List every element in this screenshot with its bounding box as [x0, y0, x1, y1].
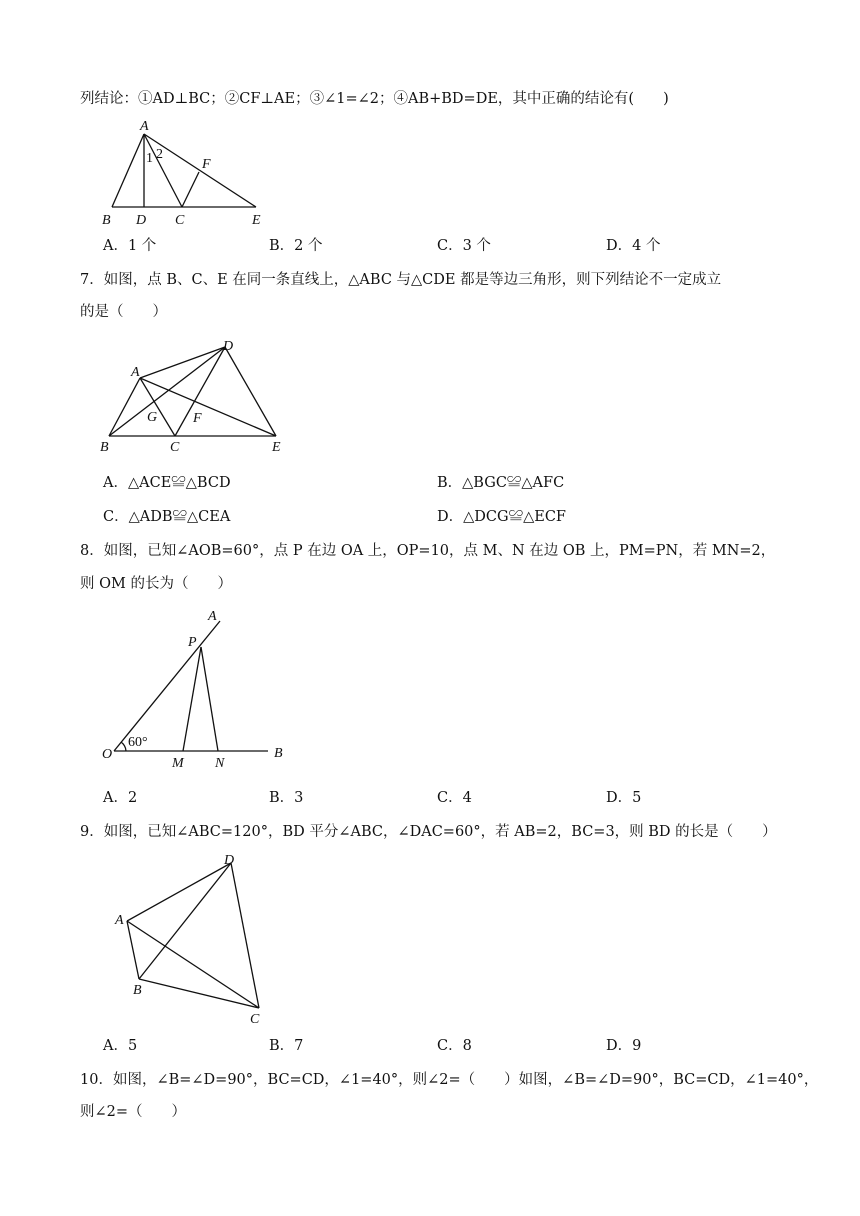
q7-figure [95, 333, 295, 458]
q7-label-a: A [131, 365, 140, 380]
q6-label-a: A [140, 119, 149, 134]
q8-label-o: O [102, 747, 113, 762]
q8-label-p: P [188, 635, 197, 650]
q9-label-b: B [133, 983, 142, 998]
q8-line-pn [201, 647, 218, 751]
q8-option-c[interactable]: C．4 [437, 790, 472, 806]
q6-figure [95, 112, 280, 230]
q9-option-b[interactable]: B．7 [269, 1038, 304, 1054]
q9-stem-line1: 9．如图，已知∠ABC=120°，BD 平分∠ABC，∠DAC=60°，若 AB=2，BC=3，则 BD 的长是（ ） [80, 824, 777, 840]
q9-line-ad [127, 863, 231, 921]
q8-figure [95, 605, 295, 775]
q9-line-bc [139, 979, 259, 1008]
q9-line-dc [231, 863, 259, 1008]
q6-label-f: F [202, 157, 211, 172]
q7-stem-line1: 7．如图，点 B、C、E 在同一条直线上，△ABC 与△CDE 都是等边三角形，则下列结论不一定成立 [80, 272, 722, 288]
q6-label-e: E [252, 213, 261, 228]
q7-label-d: D [223, 339, 234, 354]
q7-label-b: B [100, 440, 109, 455]
q8-label-m: M [172, 756, 184, 771]
q9-line-bd [139, 863, 231, 979]
q6-label-two: 2 [156, 147, 163, 162]
q6-line-ab [112, 134, 144, 207]
q6-label-b: B [102, 213, 111, 228]
q10-stem-line2: 则∠2=（ ） [80, 1104, 187, 1120]
q7-line-ae [140, 378, 276, 436]
q6-option-b[interactable]: B．2 个 [269, 238, 323, 254]
q8-ray-oa [114, 621, 220, 751]
q7-label-c: C [170, 440, 180, 455]
q6-option-c[interactable]: C．3 个 [437, 238, 491, 254]
q8-angle-arc [121, 742, 126, 751]
q9-line-ab [127, 921, 139, 979]
q8-option-b[interactable]: B．3 [269, 790, 304, 806]
q7-option-d[interactable]: D．△DCG≌△ECF [437, 509, 566, 525]
q6-label-d: D [136, 213, 147, 228]
q6-label-one: 1 [146, 151, 153, 166]
q8-stem-line1: 8．如图，已知∠AOB=60°，点 P 在边 OA 上，OP=10，点 M、N 在边 OB 上，PM=PN，若 MN=2， [80, 543, 776, 559]
q9-option-d[interactable]: D．9 [606, 1038, 642, 1054]
q7-line-ab [109, 378, 140, 436]
q6-option-d[interactable]: D．4 个 [606, 238, 661, 254]
q6-option-a[interactable]: A．1 个 [103, 238, 157, 254]
q7-line-ac [140, 378, 175, 436]
q8-option-a[interactable]: A．2 [103, 790, 138, 806]
q9-label-c: C [250, 1012, 260, 1027]
q9-line-ac [127, 921, 259, 1008]
q7-line-de [225, 347, 276, 436]
q7-option-a[interactable]: A．△ACE≌△BCD [103, 475, 231, 491]
q6-label-c: C [175, 213, 185, 228]
q7-option-c[interactable]: C．△ADB≌△CEA [103, 509, 231, 525]
q6-line-cf [182, 172, 199, 207]
q9-option-c[interactable]: C．8 [437, 1038, 472, 1054]
q8-label-n: N [215, 756, 225, 771]
q8-label-a: A [208, 609, 217, 624]
q7-label-e: E [272, 440, 281, 455]
q7-label-f: F [193, 411, 202, 426]
q7-option-b[interactable]: B．△BGC≌△AFC [437, 475, 565, 491]
q9-option-a[interactable]: A．5 [103, 1038, 138, 1054]
q8-label-b: B [274, 746, 283, 761]
q8-stem-line2: 则 OM 的长为（ ） [80, 576, 232, 592]
q8-option-d[interactable]: D．5 [606, 790, 642, 806]
q6-line-ae [144, 134, 256, 207]
q7-stem-line2: 的是（ ） [80, 304, 167, 320]
q6-stem-text: 列结论：①AD⊥BC；②CF⊥AE；③∠1=∠2；④AB+BD=DE，其中正确的结论有( ) [80, 91, 669, 107]
q7-label-g: G [147, 410, 158, 425]
q9-label-a: A [115, 913, 124, 928]
q8-label-angle: 60° [128, 735, 148, 750]
q10-stem-line1: 10．如图，∠B=∠D=90°，BC=CD，∠1=40°，则∠2=（ ）如图，∠B=∠D=90°，BC=CD，∠1=40°， [80, 1072, 819, 1088]
q9-figure [100, 845, 280, 1030]
q7-line-ad [140, 347, 225, 378]
q6-line-ac [144, 134, 182, 207]
q9-label-d: D [224, 853, 235, 868]
